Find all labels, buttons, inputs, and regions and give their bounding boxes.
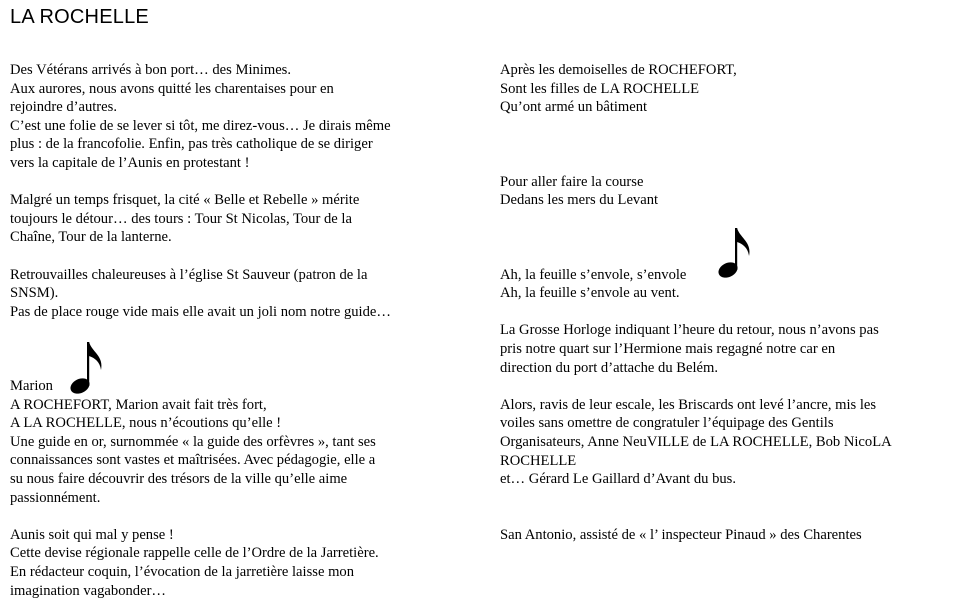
text-line: Malgré un temps frisquet, la cité « Belle et Rebelle » mérite: [10, 192, 360, 209]
text-line: passionnément.: [10, 489, 101, 506]
text-line: direction du port d’attache du Belém.: [500, 359, 719, 376]
page-title: LA ROCHELLE: [10, 6, 149, 28]
text-line: Organisateurs, Anne NeuVILLE de LA ROCHELLE, Bob NicoLA: [500, 433, 892, 450]
text-line: ROCHELLE: [500, 452, 577, 469]
text-line: Ah, la feuille s’envole, s’envole: [500, 266, 687, 283]
right-column: [500, 61, 950, 544]
text-line: plus : de la francofolie. Enfin, pas très catholique de se diriger: [10, 136, 373, 153]
text-line: voiles sans omettre de congratuler l’équipage des Gentils: [500, 415, 834, 432]
text-line: imagination vagabonder…: [10, 582, 167, 599]
text-line: Retrouvailles chaleureuses à l’église St Sauveur (patron de la: [10, 266, 368, 283]
text-line: toujours le détour… des tours : Tour St Nicolas, Tour de la: [10, 210, 352, 227]
text-line: Une guide en or, surnommée « la guide des orfèvres », tant ses: [10, 433, 376, 450]
text-line: Sont les filles de LA ROCHELLE: [500, 80, 700, 97]
text-line: Après les demoiselles de ROCHEFORT,: [500, 62, 737, 78]
text-line: En rédacteur coquin, l’évocation de la jarretière laisse mon: [10, 564, 355, 581]
text-line: Chaîne, Tour de la lanterne.: [10, 229, 172, 246]
text-line: Alors, ravis de leur escale, les Briscards ont levé l’ancre, mis les: [500, 396, 877, 413]
music-note-icon: [68, 340, 106, 396]
text-line: San Antonio, assisté de « l’ inspecteur Pinaud » des Charentes: [500, 526, 862, 543]
left-column: [10, 61, 470, 600]
text-line: A LA ROCHELLE, nous n’écoutions qu’elle !: [10, 415, 282, 432]
text-line: La Grosse Horloge indiquant l’heure du retour, nous n’avons pas: [500, 322, 879, 339]
text-line: su nous faire découvrir des trésors de la ville qu’elle aime: [10, 471, 348, 488]
text-line: rejoindre d’autres.: [10, 99, 117, 116]
text-line: SNSM).: [10, 285, 59, 302]
text-line: Qu’ont armé un bâtiment: [500, 99, 648, 116]
text-line: Cette devise régionale rappelle celle de l’Ordre de la Jarretière.: [10, 545, 379, 562]
text-line: Des Vétérans arrivés à bon port… des Minimes.: [10, 62, 292, 78]
text-line: C’est une folie de se lever si tôt, me direz-vous… Je dirais même: [10, 117, 391, 134]
text-line: vers la capitale de l’Aunis en protestant !: [10, 154, 250, 171]
text-line: pris notre quart sur l’Hermione mais regagné notre car en: [500, 340, 836, 357]
text-line: A ROCHEFORT, Marion avait fait très fort,: [10, 396, 267, 413]
music-note-icon: [716, 226, 754, 282]
text-line: Ah, la feuille s’envole au vent.: [500, 285, 680, 302]
text-line-marion: Marion: [10, 378, 53, 395]
text-line: Dedans les mers du Levant: [500, 192, 659, 209]
text-line: connaissances sont vastes et maîtrisées. Avec pédagogie, elle a: [10, 452, 376, 469]
text-line: et… Gérard Le Gaillard d’Avant du bus.: [500, 471, 736, 488]
text-line: Aux aurores, nous avons quitté les charentaises pour en: [10, 80, 334, 97]
text-line: Pas de place rouge vide mais elle avait un joli nom notre guide…: [10, 303, 391, 320]
text-line: Pour aller faire la course: [500, 173, 644, 190]
text-line: Aunis soit qui mal y pense !: [10, 526, 174, 543]
